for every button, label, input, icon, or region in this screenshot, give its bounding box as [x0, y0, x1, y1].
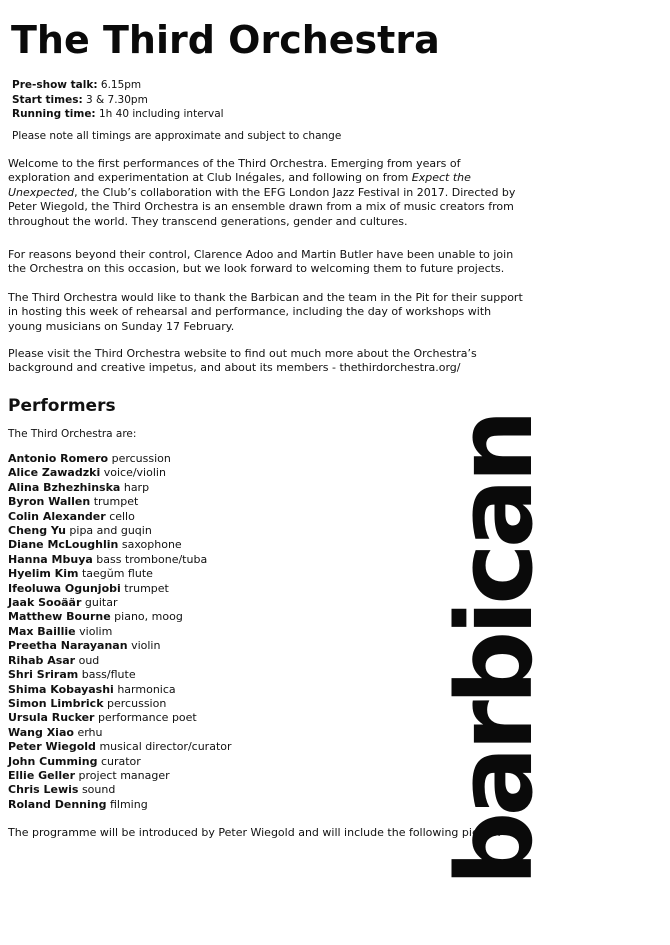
performer-row — [8, 654, 232, 668]
performer-name: Jaak Sooäär — [8, 596, 82, 610]
performer-name: Wang Xiao — [8, 725, 74, 739]
performer-name: Peter Wiegold — [8, 740, 96, 754]
performer-role: bass/flute — [81, 668, 136, 682]
performer-role: percussion — [107, 696, 167, 710]
performer-role: pipa and guqin — [69, 524, 152, 538]
running-time-label: Running time: — [12, 108, 96, 120]
performer-role: violim — [79, 624, 113, 638]
performer-name: Roland Denning — [8, 797, 107, 811]
performers-heading: Performers — [8, 396, 116, 416]
performer-name: Alice Zawadzki — [8, 466, 101, 480]
performer-row — [8, 639, 232, 653]
performer-row — [8, 481, 232, 495]
performer-role: filming — [109, 797, 148, 811]
performer-role: bass trombone/tuba — [96, 552, 208, 566]
performer-name: Cheng Yu — [8, 524, 66, 538]
performer-role: curator — [100, 754, 141, 768]
performer-row — [8, 769, 232, 783]
performer-row — [8, 783, 232, 797]
performer-name: Alina Bzhezhinska — [8, 480, 121, 494]
welcome-text-end: , the Club’s collaboration with the EFG London Jazz Festival in 2017. Directed by Peter Wiegold, the Third Orchestra is an ensemble drawn from a mix of music creators from throughout the world. They transcend generations, gender and cultures. — [8, 185, 516, 228]
performer-name: Shima Kobayashi — [8, 682, 114, 696]
performer-name: Ursula Rucker — [8, 711, 95, 725]
preshow-talk-value: 6.15pm — [100, 79, 142, 91]
performer-name: Chris Lewis — [8, 783, 79, 797]
performer-row — [8, 582, 232, 596]
performer-row — [8, 553, 232, 567]
performer-role: performance poet — [98, 711, 197, 725]
performer-row — [8, 510, 232, 524]
performer-role: cello — [109, 509, 135, 523]
performer-row — [8, 755, 232, 769]
performer-row — [8, 538, 232, 552]
performer-role: musical director/curator — [99, 740, 232, 754]
timings-block — [12, 78, 224, 122]
start-times-row — [12, 93, 224, 108]
performer-role: oud — [78, 653, 100, 667]
closing-text: The programme will be introduced by Peter Wiegold and will include the following pieces: — [8, 826, 501, 839]
performer-name: Hyelim Kim — [8, 567, 79, 581]
barbican-logo-text: barbican — [434, 414, 556, 886]
start-times-label: Start times: — [12, 93, 83, 106]
performer-name: Antonio Romero — [8, 452, 109, 465]
performer-row — [8, 495, 232, 509]
performer-name: Ifeoluwa Ogunjobi — [8, 581, 121, 595]
timings-note: Please note all timings are approximate and subject to change — [12, 130, 342, 142]
performer-list — [8, 452, 232, 812]
performer-role: sound — [81, 783, 116, 797]
running-time-value: 1h 40 including interval — [98, 108, 224, 120]
performer-row — [8, 798, 232, 812]
performer-name: John Cumming — [8, 754, 98, 768]
performer-role: guitar — [84, 596, 118, 610]
performer-row — [8, 466, 232, 480]
performer-row — [8, 625, 232, 639]
performer-row — [8, 711, 232, 725]
performer-role: voice/violin — [103, 466, 166, 480]
running-time-row — [12, 107, 224, 122]
performer-name: Colin Alexander — [8, 509, 106, 523]
performer-row — [8, 610, 232, 624]
start-times-value: 3 & 7.30pm — [86, 93, 148, 106]
absence-paragraph: For reasons beyond their control, Clarence Adoo and Martin Butler have been unable to join the Orchestra on this occasion, but we look forward to welcoming them to future projects. — [8, 248, 514, 276]
welcome-paragraph — [8, 157, 523, 229]
performer-row — [8, 683, 232, 697]
performer-row — [8, 596, 232, 610]
performer-name: Ellie Geller — [8, 768, 76, 782]
performer-role: harp — [123, 480, 150, 494]
performer-row — [8, 452, 232, 466]
performer-name: Shri Sriram — [8, 668, 79, 682]
performer-role: violin — [131, 639, 161, 653]
performer-row — [8, 726, 232, 740]
welcome-emphasis: Expect the Unexpected — [8, 171, 471, 199]
performer-name: Max Baillie — [8, 624, 76, 638]
performer-role: piano, moog — [114, 610, 183, 624]
performer-name: Simon Limbrick — [8, 696, 104, 710]
performer-role: taegŭm flute — [81, 567, 153, 581]
website-paragraph: Please visit the Third Orchestra website to find out much more about the Orchestra’s background and creative impetus, and about its members - thethirdorchestra.org/ — [8, 347, 477, 375]
performer-role: trumpet — [124, 581, 169, 595]
performer-name: Hanna Mbuya — [8, 552, 93, 566]
preshow-talk-label: Pre-show talk: — [12, 79, 98, 91]
performer-name: Rihab Asar — [8, 653, 76, 667]
performer-role: erhu — [77, 725, 103, 739]
performer-row — [8, 697, 232, 711]
preshow-talk-row — [12, 78, 224, 93]
performer-row — [8, 524, 232, 538]
performer-name: Matthew Bourne — [8, 610, 111, 624]
performer-row — [8, 668, 232, 682]
performer-role: saxophone — [121, 538, 182, 552]
performer-role: project manager — [78, 768, 170, 782]
performer-role: harmonica — [117, 682, 176, 696]
thanks-paragraph: The Third Orchestra would like to thank the Barbican and the team in the Pit for their support in hosting this week of rehearsal and performance, including the day of workshops with young musicians on Sunday 17 February. — [8, 291, 523, 333]
page-title: The Third Orchestra — [11, 18, 440, 62]
performer-name: Diane McLoughlin — [8, 538, 119, 552]
performer-role: trumpet — [93, 495, 139, 509]
performer-row — [8, 740, 232, 754]
performer-row — [8, 567, 232, 581]
welcome-text-start: Welcome to the first performances of the Third Orchestra. Emerging from years of exploration and experimentation at Club Inégales, and following on from — [8, 157, 461, 185]
performer-role: percussion — [111, 452, 171, 465]
performer-name: Byron Wallen — [8, 495, 91, 509]
performer-name: Preetha Narayanan — [8, 639, 128, 653]
performers-intro: The Third Orchestra are: — [8, 428, 137, 440]
